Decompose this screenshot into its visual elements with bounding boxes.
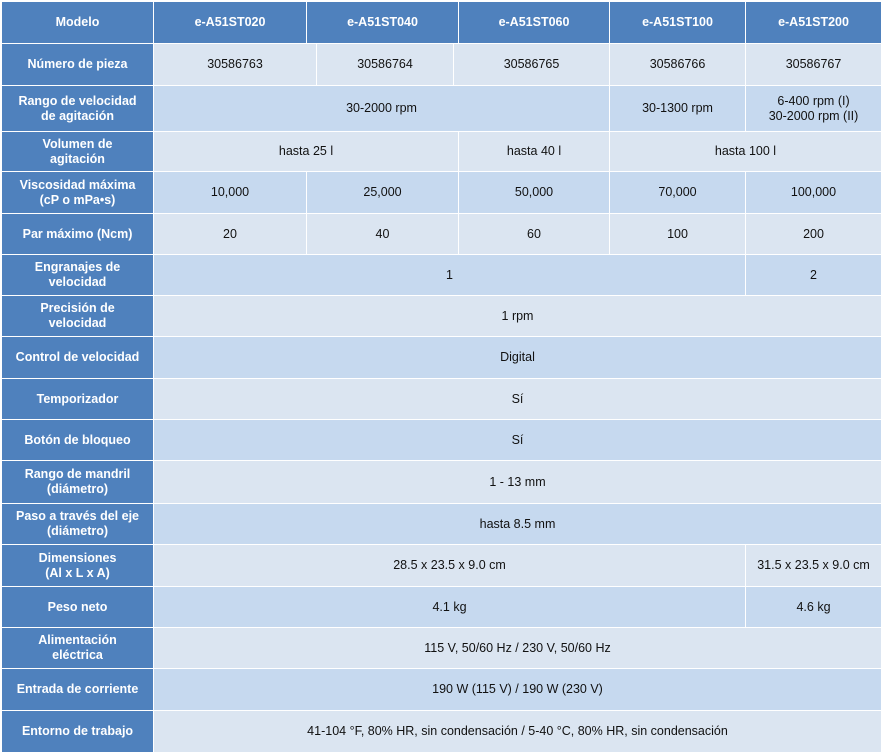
dimensions-020-100: 28.5 x 23.5 x 9.0 cm (154, 545, 746, 587)
speed-control-value: Digital (154, 337, 882, 379)
volume-020-040: hasta 25 l (154, 132, 459, 172)
row-label-max-torque: Par máximo (Ncm) (2, 214, 154, 255)
header-model-040: e-A51ST040 (307, 2, 459, 44)
row-label-power-input: Entrada de corriente (2, 669, 154, 711)
row-label-shaft-passthrough: Paso a través del eje (diámetro) (2, 504, 154, 545)
row-label-speed-precision: Precisión de velocidad (2, 296, 154, 337)
row-label-speed-gears: Engranajes de velocidad (2, 255, 154, 296)
header-model-020: e-A51ST020 (154, 2, 307, 44)
chuck-range-value: 1 - 13 mm (154, 461, 882, 504)
speed-range-200: 6-400 rpm (I) 30-2000 rpm (II) (746, 86, 882, 132)
speed-gears-020-100: 1 (154, 255, 746, 296)
net-weight-200: 4.6 kg (746, 587, 882, 628)
timer-value: Sí (154, 379, 882, 420)
net-weight-020-100: 4.1 kg (154, 587, 746, 628)
torque-040: 40 (307, 214, 459, 255)
viscosity-020: 10,000 (154, 172, 307, 214)
viscosity-200: 100,000 (746, 172, 882, 214)
row-label-speed-range: Rango de velocidad de agitación (2, 86, 154, 132)
viscosity-060: 50,000 (459, 172, 610, 214)
speed-precision-value: 1 rpm (154, 296, 882, 337)
row-label-lock-button: Botón de bloqueo (2, 420, 154, 461)
lock-button-value: Sí (154, 420, 882, 461)
torque-200: 200 (746, 214, 882, 255)
row-label-viscosity: Viscosidad máxima (cP o mPa•s) (2, 172, 154, 214)
row-label-timer: Temporizador (2, 379, 154, 420)
header-modelo: Modelo (2, 2, 154, 44)
torque-100: 100 (610, 214, 746, 255)
part-number-200: 30586767 (746, 44, 882, 86)
work-environment-value: 41-104 °F, 80% HR, sin condensación / 5-40 °C, 80% HR, sin condensación (154, 711, 882, 753)
speed-gears-200: 2 (746, 255, 882, 296)
row-label-speed-control: Control de velocidad (2, 337, 154, 379)
part-number-020: 30586763 (154, 44, 317, 86)
spec-table (2, 2, 882, 753)
row-label-work-environment: Entorno de trabajo (2, 711, 154, 753)
part-number-040: 30586764 (317, 44, 454, 86)
row-label-volume: Volumen de agitación (2, 132, 154, 172)
torque-060: 60 (459, 214, 610, 255)
viscosity-100: 70,000 (610, 172, 746, 214)
row-label-part-number: Número de pieza (2, 44, 154, 86)
row-label-dimensions: Dimensiones (Al x L x A) (2, 545, 154, 587)
speed-range-020-060: 30-2000 rpm (154, 86, 610, 132)
torque-020: 20 (154, 214, 307, 255)
row-label-power-supply: Alimentación eléctrica (2, 628, 154, 669)
volume-060: hasta 40 l (459, 132, 610, 172)
power-supply-value: 115 V, 50/60 Hz / 230 V, 50/60 Hz (154, 628, 882, 669)
dimensions-200: 31.5 x 23.5 x 9.0 cm (746, 545, 882, 587)
part-number-060: 30586765 (454, 44, 610, 86)
header-model-200: e-A51ST200 (746, 2, 882, 44)
row-label-chuck-range: Rango de mandril (diámetro) (2, 461, 154, 504)
shaft-passthrough-value: hasta 8.5 mm (154, 504, 882, 545)
header-model-060: e-A51ST060 (459, 2, 610, 44)
row-label-net-weight: Peso neto (2, 587, 154, 628)
speed-range-100: 30-1300 rpm (610, 86, 746, 132)
viscosity-040: 25,000 (307, 172, 459, 214)
power-input-value: 190 W (115 V) / 190 W (230 V) (154, 669, 882, 711)
volume-100-200: hasta 100 l (610, 132, 882, 172)
header-model-100: e-A51ST100 (610, 2, 746, 44)
part-number-100: 30586766 (610, 44, 746, 86)
